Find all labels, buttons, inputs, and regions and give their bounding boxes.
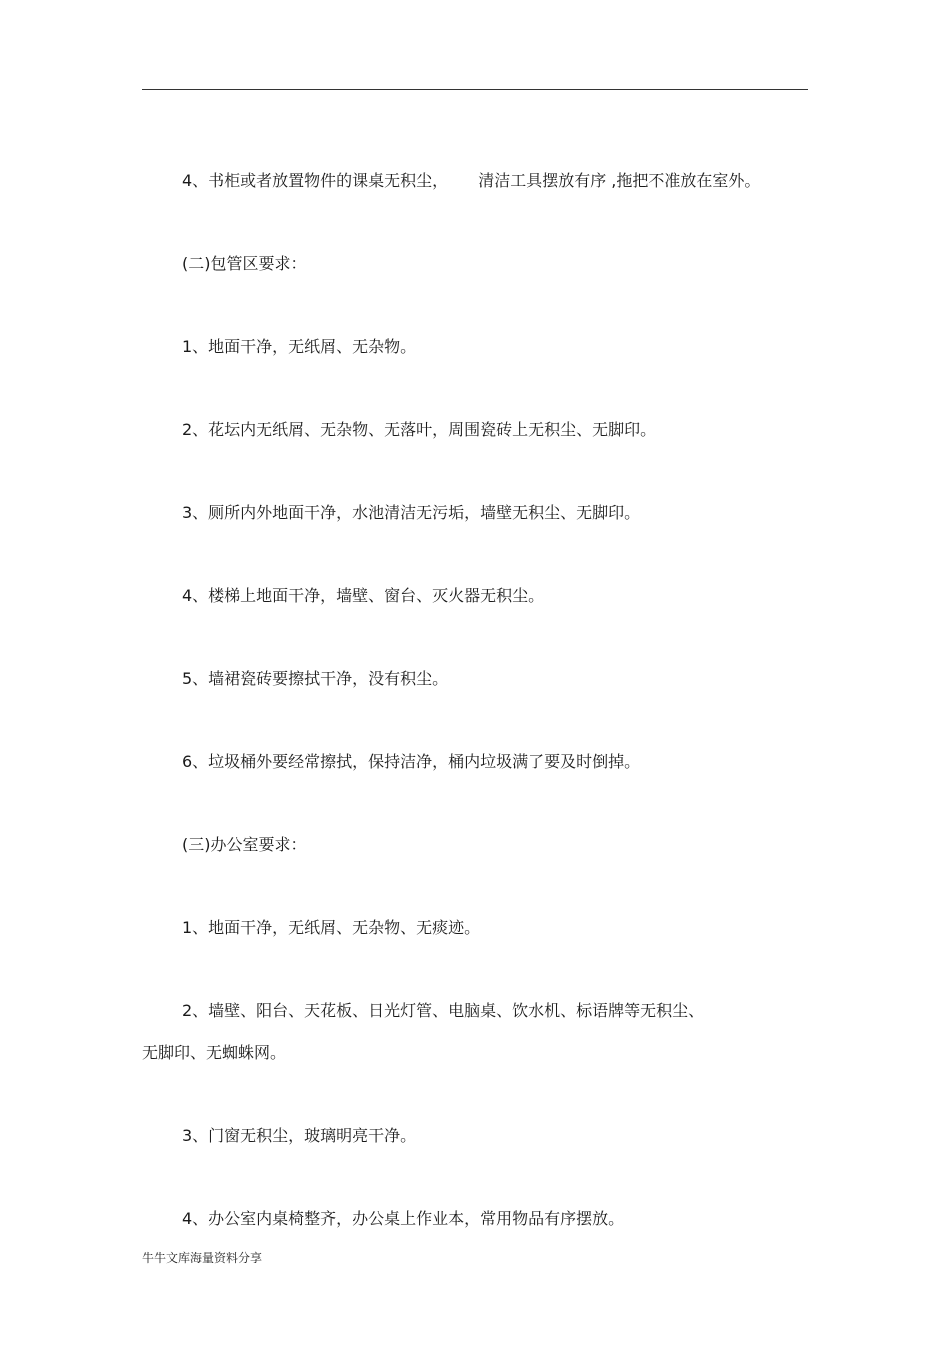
text-line-continuation: 无脚印、无蜘蛛网。: [142, 1043, 287, 1062]
text-line: 2、墙壁、阳台、天花板、日光灯管、电脑桌、饮水机、标语牌等无积尘、: [182, 1001, 705, 1020]
text-segment: 4、书柜或者放置物件的课桌无积尘，: [182, 171, 449, 190]
header-rule: [142, 89, 808, 90]
text-line: 3、门窗无积尘，玻璃明亮干净。: [182, 1126, 417, 1145]
text-line: 4、楼梯上地面干净，墙壁、窗台、灭火器无积尘。: [182, 586, 545, 605]
text-line: [182, 171, 760, 191]
text-line: 6、垃圾桶外要经常擦拭，保持洁净，桶内垃圾满了要及时倒掉。: [182, 752, 641, 771]
text-segment: 清洁工具摆放有序 ,拖把不准放在室外。: [478, 171, 761, 190]
footer-text: 牛牛文库海量资料分享: [142, 1251, 263, 1265]
text-line: 2、花坛内无纸屑、无杂物、无落叶，周围瓷砖上无积尘、无脚印。: [182, 420, 657, 439]
text-line: 1、地面干净，无纸屑、无杂物、无痰迹。: [182, 918, 481, 937]
text-line: 3、厕所内外地面干净，水池清洁无污垢，墙壁无积尘、无脚印。: [182, 503, 641, 522]
text-line: 5、墙裙瓷砖要擦拭干净，没有积尘。: [182, 669, 449, 688]
section-heading: (三)办公室要求：: [182, 835, 307, 854]
text-line: 1、地面干净，无纸屑、无杂物。: [182, 337, 417, 356]
section-heading: (二)包管区要求：: [182, 254, 307, 273]
text-line: 4、办公室内桌椅整齐，办公桌上作业本，常用物品有序摆放。: [182, 1209, 625, 1228]
